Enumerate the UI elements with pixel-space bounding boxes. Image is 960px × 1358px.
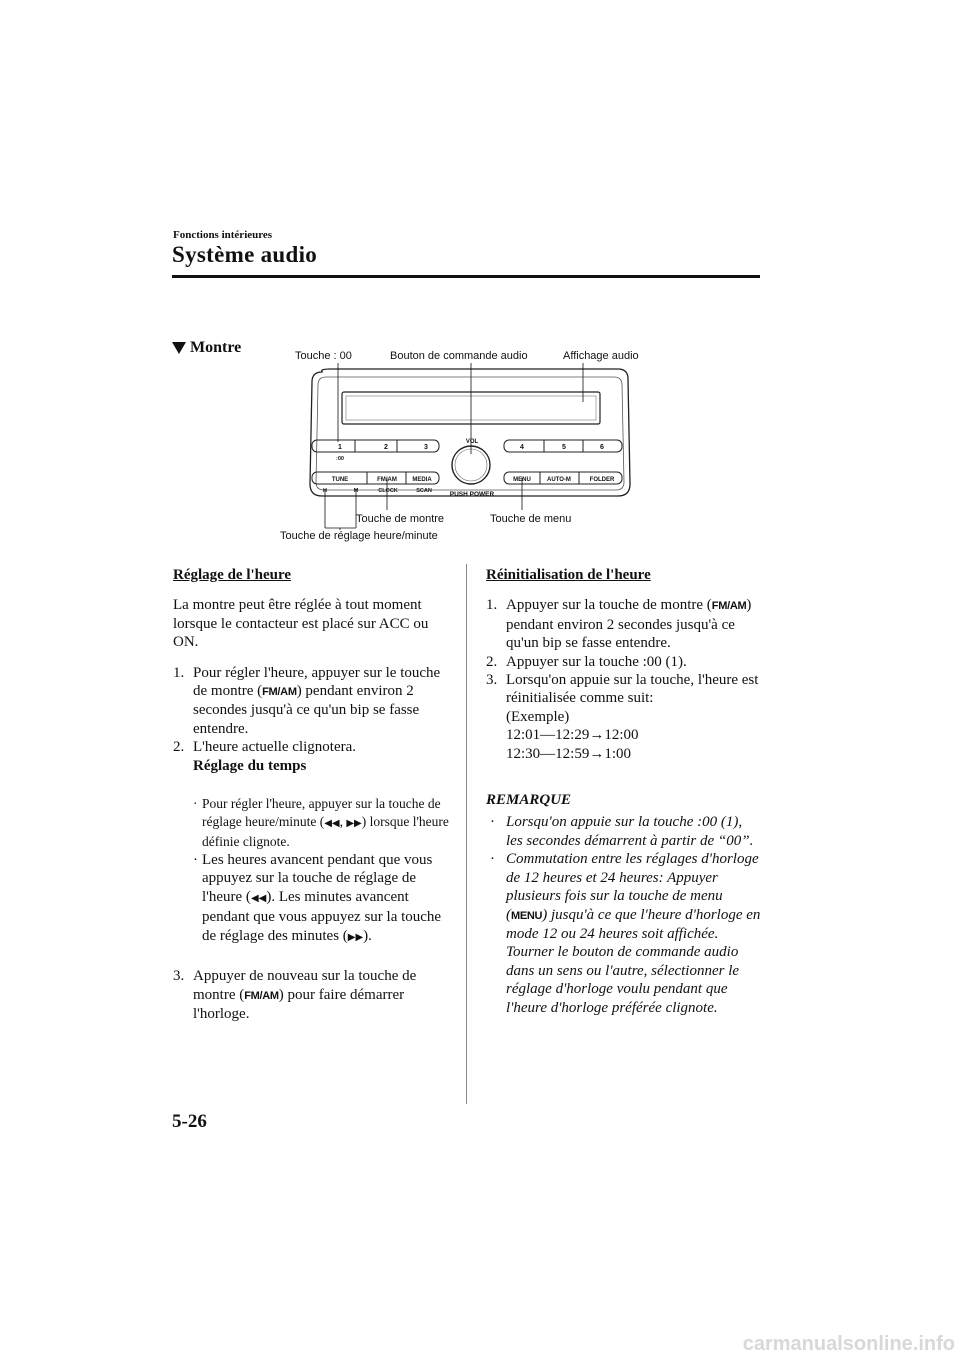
section-kicker: Fonctions intérieures <box>173 229 273 241</box>
watermark-text: carmanualsonline.info <box>742 1333 955 1355</box>
label-scan: SCAN <box>416 488 432 494</box>
preset-3: 3 <box>424 444 428 451</box>
menu-key-icon: MENU <box>511 909 543 922</box>
right-step-3: 3. Lorsqu'on appuie sur la touche, l'heure est réinitialisée comme suit: (Exemple) 12:01—12:29→12:00 12:30—12:59→1:00 <box>486 672 759 762</box>
left-step-2: 2. L'heure actuelle clignotera. Réglage du temps <box>173 739 357 774</box>
page-title: Système audio <box>172 242 318 267</box>
fast-forward-icon: ▶▶ <box>347 931 364 943</box>
right-heading: Réinitialisation de l'heure <box>486 567 651 583</box>
note-item-2: · Commutation entre les réglages d'horloge de 12 heures et 24 heures: Appuyer plusieurs fois sur la touche de menu (MENU) jusqu'à ce que l'heure d'horloge en mode 12 ou 24 heures soit affichée. Tourner le bouton de commande audio dans un sens ou l'autre, sélectionner le réglage d'horloge voulu pendant que l'heure d'horloge préférée clignote. <box>490 851 761 1016</box>
label-vol: VOL <box>465 439 479 445</box>
label-menu: MENU <box>513 477 531 483</box>
page-number: 5-26 <box>172 1111 207 1132</box>
label-clock: CLOCK <box>378 488 398 494</box>
example-line-2: 12:30—12:59→1:00 <box>506 745 632 762</box>
fmam-key-icon: FM/AM <box>244 989 279 1002</box>
label-autom: AUTO-M <box>547 477 571 483</box>
label-media: MEDIA <box>412 477 432 483</box>
left-bullet-2: · Les heures avancent pendant que vous appuyez sur la touche de réglage de l'heure (◀◀). Les minutes avancent pendant que vous appuyez sur la touche de réglage des minutes (▶▶). <box>193 852 442 944</box>
fmam-key-icon: FM/AM <box>711 600 747 613</box>
preset-1: 1 <box>338 444 342 451</box>
example-line-1: 12:01—12:29→12:00 <box>506 727 639 744</box>
rewind-icon: ◀◀ <box>250 892 267 904</box>
callout-audio-display: Affichage audio <box>563 350 639 362</box>
callout-menu-key: Touche de menu <box>490 513 572 525</box>
rewind-icon: ◀◀ <box>324 818 340 830</box>
label-h: H <box>323 488 327 494</box>
label-fmam: FM/AM <box>377 477 397 483</box>
preset-6: 6 <box>600 444 604 451</box>
note-title: REMARQUE <box>486 792 572 809</box>
right-step-1: 1. Appuyer sur la touche de montre (FM/AM) pendant environ 2 secondes jusqu'à ce qu'un bip se fasse entendre. <box>486 597 752 652</box>
callout-clock-key: Touche de montre <box>356 513 445 525</box>
label-m: M <box>353 488 359 494</box>
subheading-text: Montre <box>190 339 242 356</box>
callout-audio-knob: Bouton de commande audio <box>390 350 528 362</box>
preset-4: 4 <box>520 444 524 451</box>
label-push-power: PUSH POWER <box>449 491 495 498</box>
callout-key-00: Touche : 00 <box>295 350 352 362</box>
note-item-1: · Lorsqu'on appuie sur la touche :00 (1), les secondes démarrent à partir de “00”. <box>490 814 754 849</box>
preset-2: 2 <box>384 444 388 451</box>
left-intro: La montre peut être réglée à tout moment lorsque le contacteur est placé sur ACC ou ON. <box>173 597 429 651</box>
left-step-3: 3. Appuyer de nouveau sur la touche de montre (FM/AM) pour faire démarrer l'horloge. <box>173 968 417 1022</box>
label-folder: FOLDER <box>589 477 615 483</box>
fmam-key-icon: FM/AM <box>262 686 297 699</box>
time-setting-label: Réglage du temps <box>193 757 307 774</box>
left-bullet-1: · Pour régler l'heure, appuyer sur la touche de réglage heure/minute (◀◀, ▶▶) lorsque l'heure définie clignote. <box>193 796 449 850</box>
fast-forward-icon: ▶▶ <box>346 818 362 830</box>
label-tune: TUNE <box>331 477 349 483</box>
left-heading: Réglage de l'heure <box>173 567 292 583</box>
right-step-2: 2. Appuyer sur la touche :00 (1). <box>486 653 687 670</box>
label-colon00: :00 <box>336 456 344 462</box>
left-step-1: 1. Pour régler l'heure, appuyer sur le touche de montre (FM/AM) pendant environ 2 secondes jusqu'à ce qu'un bip se fasse entendre. <box>173 664 441 737</box>
callout-hour-minute-key: Touche de réglage heure/minute <box>280 530 438 542</box>
preset-5: 5 <box>562 444 566 451</box>
